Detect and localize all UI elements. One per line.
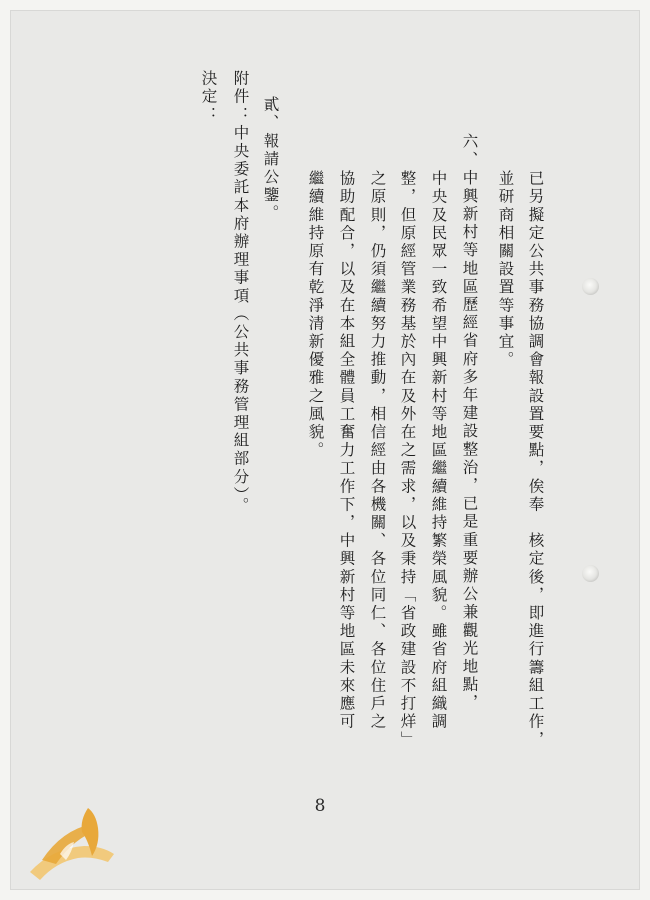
text-column-9: 貳、報請公鑒。 bbox=[261, 96, 280, 223]
text-column-6: 之原則，仍須繼續努力推動，相信經由各機關、各位同仁、各位住戶之 bbox=[368, 170, 387, 732]
text-column-2: 並研商相關設置等事宜。 bbox=[496, 170, 515, 370]
text-column-5: 整，但原經管業務基於內在及外在之需求，以及秉持「省政建設不打烊」 bbox=[398, 170, 417, 750]
text-column-3: 六、中興新村等地區歷經省府多年建設整治，已是重要辦公兼觀光地點， bbox=[460, 133, 479, 713]
text-column-7: 協助配合，以及在本組全體員工奮力工作下，中興新村等地區未來應可 bbox=[337, 170, 356, 732]
text-column-8: 繼續維持原有乾淨清新優雅之風貌。 bbox=[306, 170, 325, 460]
text-column-1: 已另擬定公共事務協調會報設置要點，俟奉 核定後，即進行籌組工作， bbox=[526, 170, 545, 750]
punch-hole-top bbox=[582, 278, 599, 295]
page-number: 8 bbox=[314, 796, 326, 816]
taiwan-archive-logo-icon bbox=[22, 800, 122, 890]
document-page bbox=[10, 10, 640, 890]
text-column-11: 決定： bbox=[199, 70, 218, 125]
text-column-10: 附件：中央委託本府辦理事項（公共事務管理組部分）。 bbox=[231, 70, 250, 515]
punch-hole-bottom bbox=[582, 565, 599, 582]
text-column-4: 中央及民眾一致希望中興新村等地區繼續維持繁榮風貌。雖省府組織調 bbox=[429, 170, 448, 732]
